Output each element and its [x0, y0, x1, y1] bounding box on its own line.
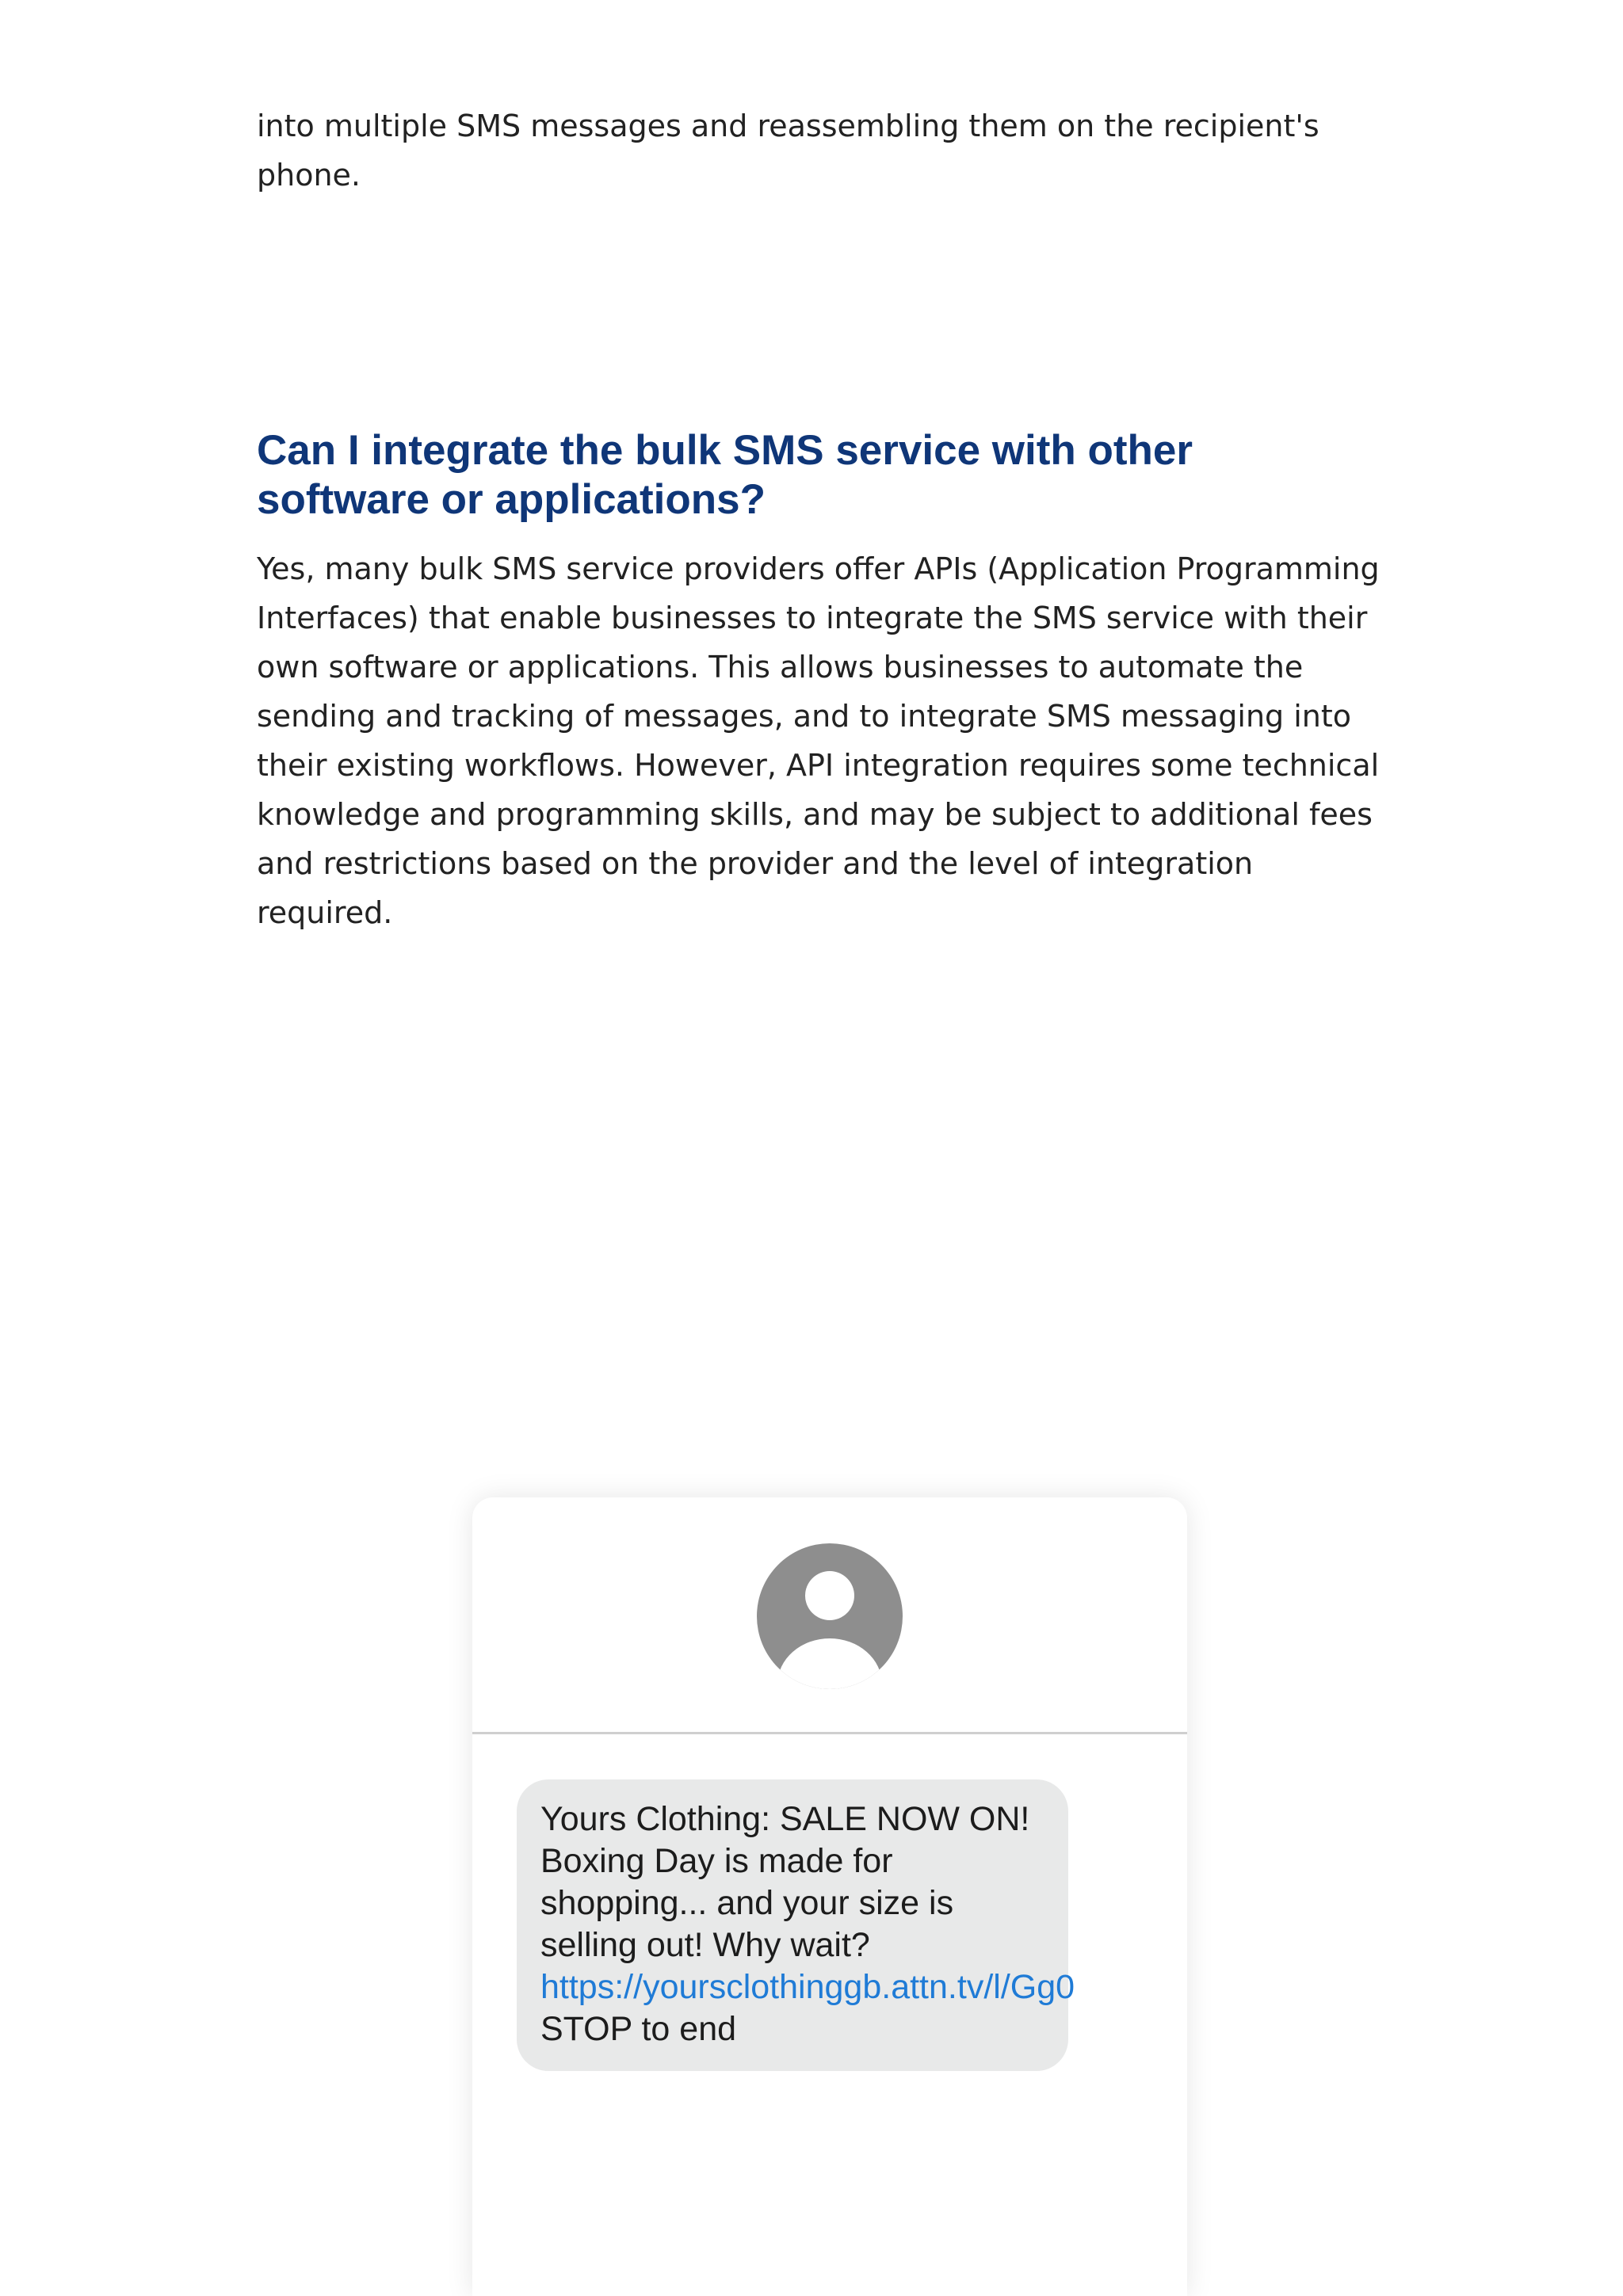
sms-phone-mockup	[472, 1497, 1187, 2296]
faq-answer-paragraph: Yes, many bulk SMS service providers offer APIs (Application Programming Interfaces) that enable businesses to integrate the SMS service with their own software or applications. This allows businesses to automate the sending and tracking of messages, and to integrate SMS messaging into their existing workflows. However, API integration requires some technical knowledge and programming skills, and may be subject to additional fees and restrictions based on the provider and the level of integration required.	[257, 551, 1380, 930]
faq-question-heading: Can I integrate the bulk SMS service with other software or applications?	[257, 427, 1193, 523]
intro-paragraph-tail: into multiple SMS messages and reassembling them on the recipient's phone.	[257, 109, 1319, 193]
sms-text-before-link: Yours Clothing: SALE NOW ON! Boxing Day is made for shopping... and your size is selling out! Why wait?	[540, 1800, 1030, 1964]
sms-text-after-link: STOP to end	[540, 2010, 737, 2048]
sms-link[interactable]: https://yoursclothinggb.attn.tv/l/Gg0	[540, 1968, 1075, 2006]
contact-avatar	[472, 1543, 1187, 1689]
user-avatar-icon	[757, 1543, 903, 1689]
sms-message-bubble	[517, 1779, 1075, 2071]
header-divider	[472, 1732, 1187, 1734]
